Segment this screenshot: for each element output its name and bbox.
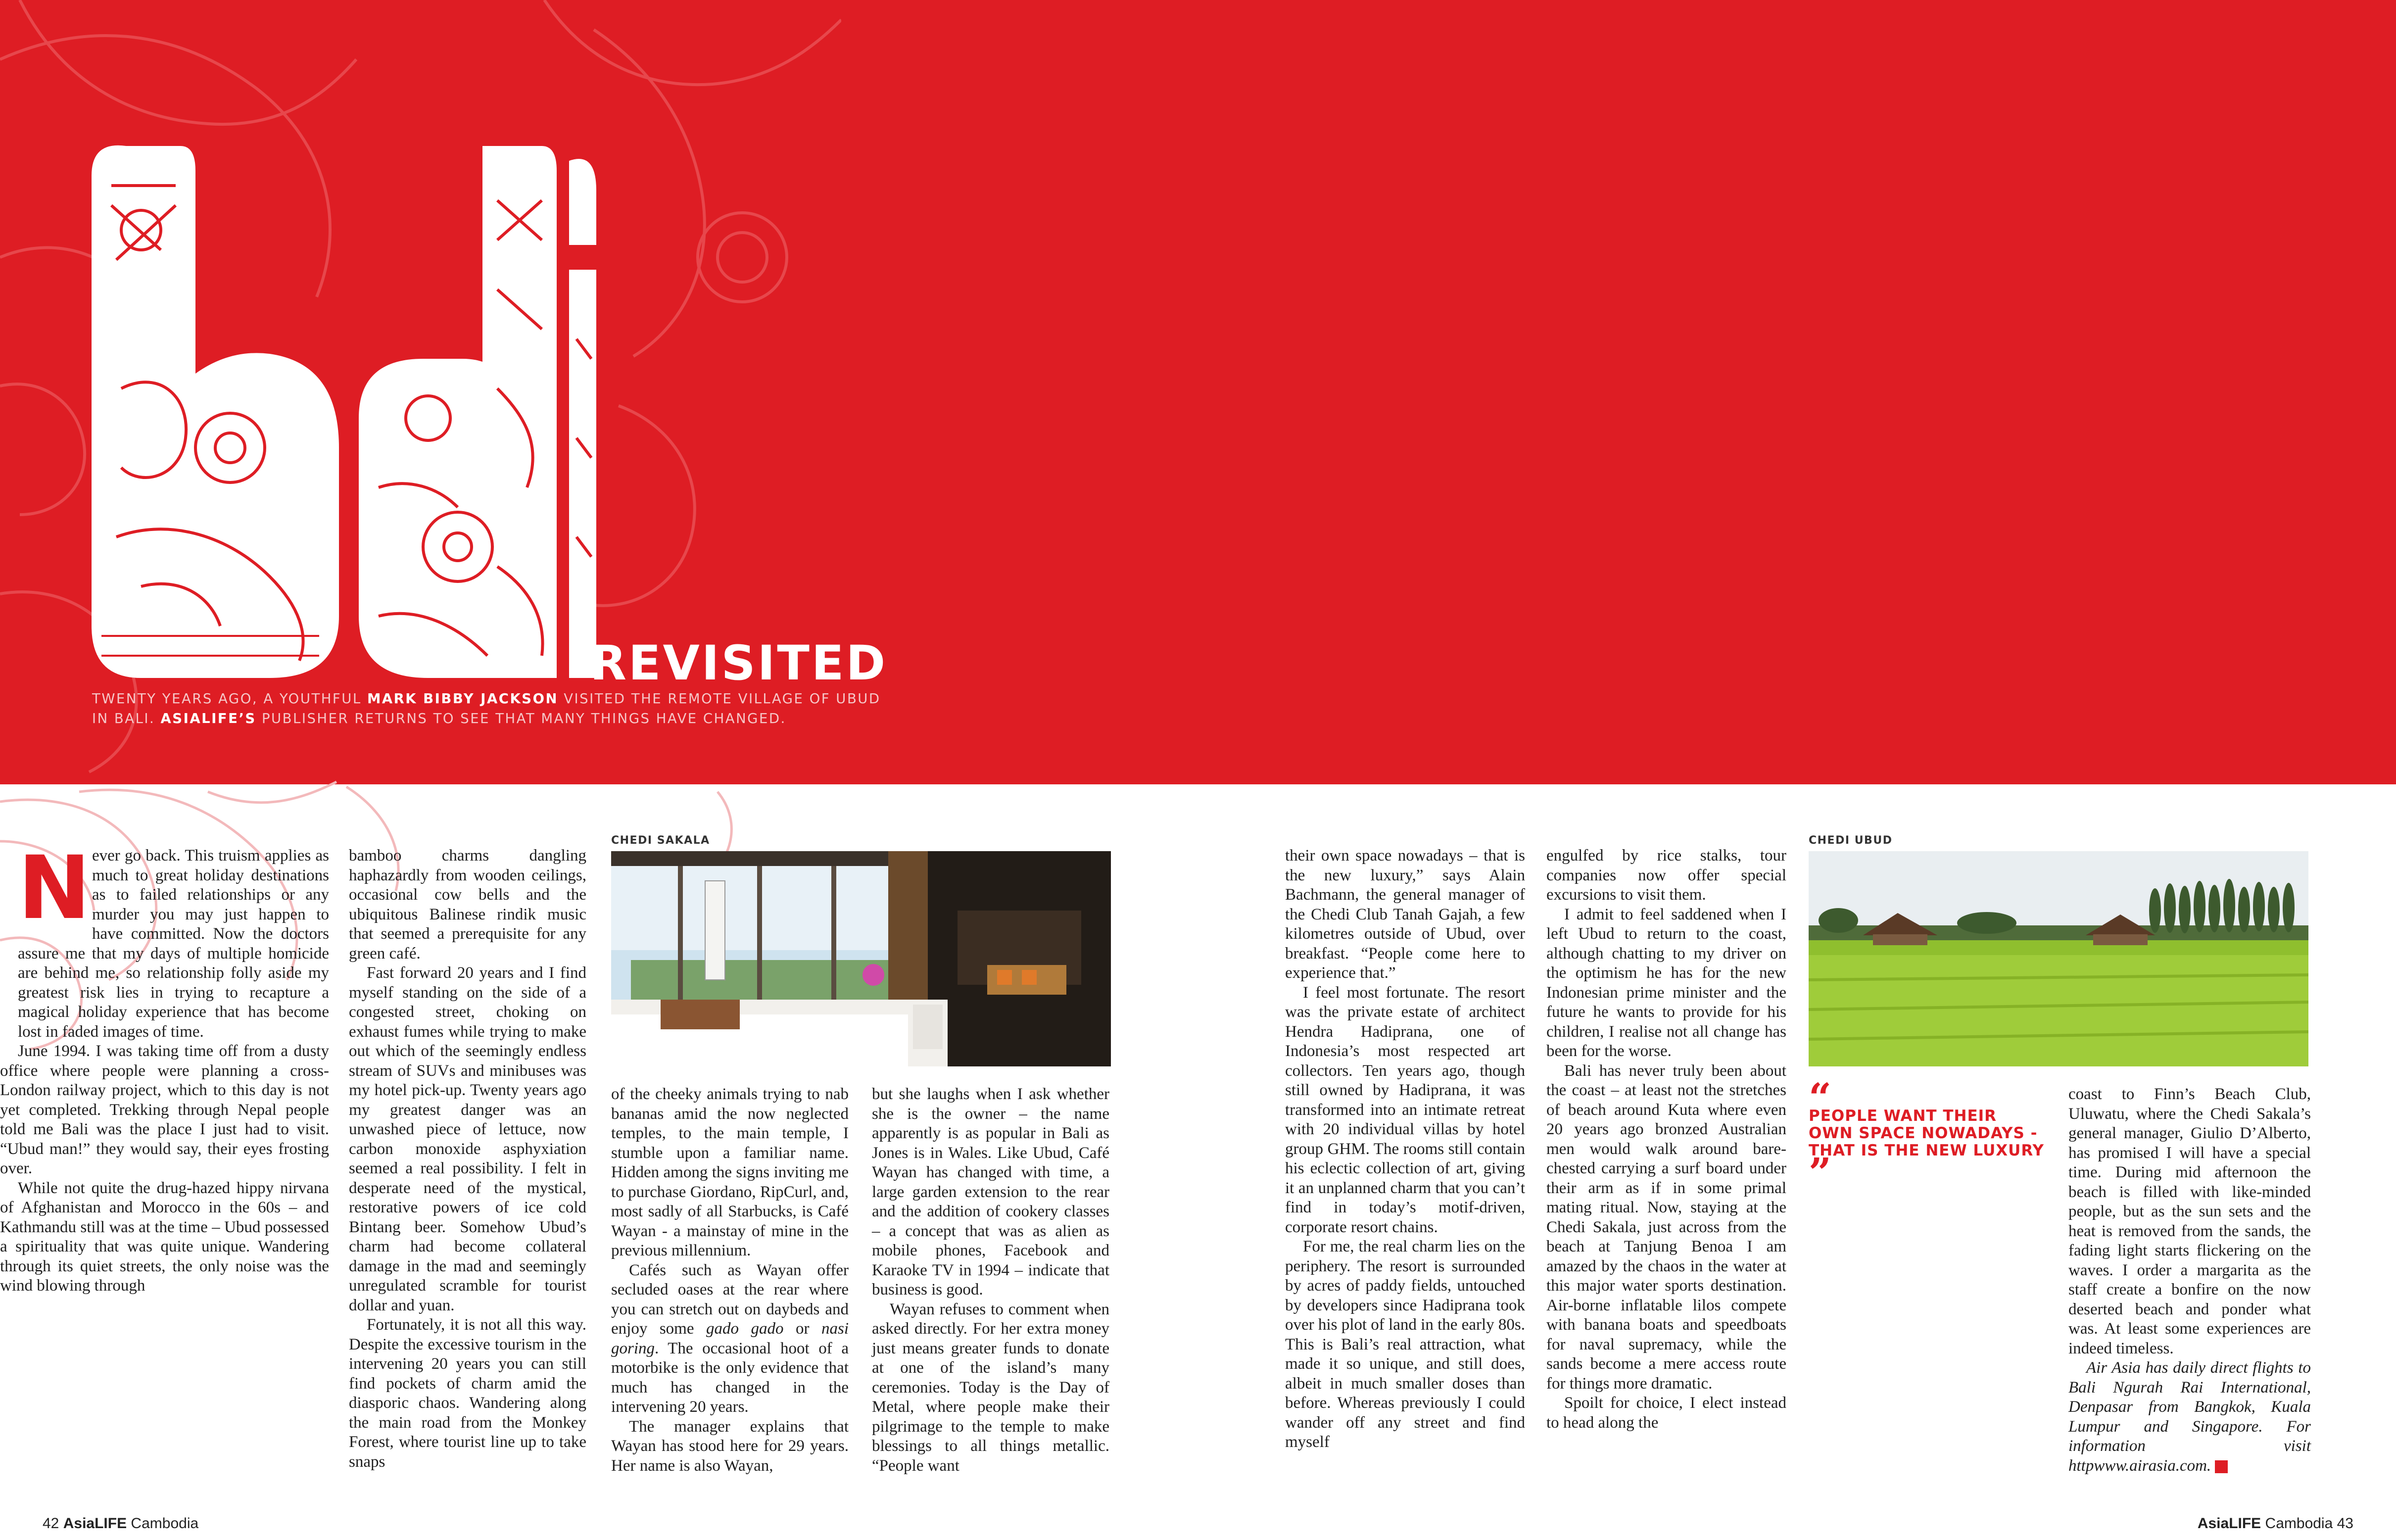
article-paragraph: coast to Finn’s Beach Club, Uluwatu, where the Chedi Sakala’s general manager, Giulio D’Alberto, has promised I will have a special time. During mid afternoon the beach is filled with like-minded people, but as the sun sets and the heat is removed from the sands, the fading light starts flickering on the waves. I order a margarita as the staff create a bonfire on the now deserted beach and ponder what was. At least some experiences are indeed timeless. xyxy=(2068,1085,2311,1357)
article-column-3 xyxy=(611,1085,849,1476)
article-paragraph: June 1994. I was taking time off from a dusty office where people were planning a cross-London railway project, which to this day is not yet completed. Trekking through Nepal people told me Bali was the place I just had to visit. “Ubud man!” they would say, their eyes frosting over. xyxy=(0,1042,329,1177)
article-paragraph: I feel most fortunate. The resort was the private estate of architect Hendra Hadiprana, one of Indonesia’s most respected art collectors. Ten years ago, though still owned by Hadiprana, it was transformed into an intimate retreat with 20 individual villas by hotel group GHM. The rooms still contain his eclectic collection of art, giving it an unplanned charm that you can’t find in today’s motif-driven, corporate resort chains. xyxy=(1285,983,1525,1236)
folio-city-right: Cambodia xyxy=(2261,1515,2337,1532)
pull-quote xyxy=(1809,1074,2046,1196)
article-column-2 xyxy=(349,846,586,1472)
end-mark-icon: A xyxy=(2215,1460,2228,1473)
travel-info: Air Asia has daily direct flights to Bali Ngurah Rai International, Denpasar from Bangkok, Kuala Lumpur and Singapore. For information visit httpwww.airasia.com. A xyxy=(2068,1359,2311,1475)
article-paragraph: Cafés such as Wayan offer secluded oases at the rear where you can stretch out on daybeds and enjoy some gado gado or nasi goring. The occasional hoot of a motorbike is the only evidence that much has changed in the intervening 20 years. xyxy=(611,1261,849,1416)
article-column-1 xyxy=(0,837,329,1296)
article-paragraph: engulfed by rice stalks, tour companies now offer special excursions to visit them. xyxy=(1546,847,1786,904)
article-column-7 xyxy=(2068,1085,2311,1476)
pull-quote-text: PEOPLE WANT THEIR OWN SPACE NOWADAYS - THAT IS THE NEW LUXURY xyxy=(1809,1107,2044,1159)
article-paragraph: Fortunately, it is not all this way. Despite the excessive tourism in the intervening 20 years you can still find pockets of charm amid the diasporic chaos. Wandering along the main road from the Monkey Forest, where tourist line up to take snaps xyxy=(349,1316,586,1471)
folio-magazine-right: AsiaLIFE xyxy=(2197,1515,2261,1532)
article-paragraph: Bali has never truly been about the coast – at least not the stretches of beach around Kuta where even 20 years ago bronzed Australian men would walk around bare-chested carrying a surf board under their arm as if in some primal mating ritual. Now, staying at the Chedi Sakala, just across from the beach at Tanjung Benoa I am amazed by the chaos in the water at this major water sports destination. Air-borne inflatable lilos compete with banana boats and speedboats for naval supremacy, while the sands become a mere access route for things more dramatic. xyxy=(1546,1061,1786,1393)
article-paragraph: I admit to feel saddened when I left Ubud to return to the coast, although chatting to my driver on the optimism he has for the new Indonesian prime minister and the future he wants to provide for his children, I realise not all change has been for the worse. xyxy=(1546,905,1786,1060)
article-column-6 xyxy=(1546,846,1786,1433)
headline-revisited: REVISITED xyxy=(590,635,888,691)
article-paragraph: their own space nowadays – that is the new luxury,” says Alain Bachmann, the general manager of the Chedi Club Tanah Gajah, a few kilometres outside of Ubud, over breakfast. “People come here to experience that.” xyxy=(1285,847,1525,982)
article-paragraph: but she laughs when I ask whether she is the owner – the name apparently is as popular in Bali as Jones is in Wales. Like Ubud, Café Wayan has changed with time, a large garden extension to the rear and the addition of cookery classes – a concept that was as alien as mobile phones, Facebook and Karaoke TV in 1994 – indicate that business is good. xyxy=(872,1085,1109,1299)
folio-right xyxy=(2198,1515,2353,1532)
chedi-sakala-photo xyxy=(611,851,1111,1066)
bali-wordmark xyxy=(82,141,596,683)
article-paragraph: For me, the real charm lies on the periphery. The resort is surrounded by acres of paddy fields, untouched by developers since Hadiprana took over his plot of land in the early 80s. This is Bali’s real attraction, what made it so unique, and still does, albeit in much smaller doses than before. Whereas previously I could wander off any street and find myself xyxy=(1285,1238,1525,1451)
article-paragraph: The manager explains that Wayan has stood here for 29 years. Her name is also Wayan, xyxy=(611,1417,849,1475)
standfirst-text-1: TWENTY YEARS AGO, A YOUTHFUL xyxy=(92,691,367,707)
article-paragraph: Wayan refuses to comment when asked directly. For her extra money just means greater funds to donate at one of the island’s many ceremonies. Today is the Day of Metal, where people make their pilgrimage to the temple to make blessings to all things metallic. “People want xyxy=(872,1300,1109,1475)
close-quote-mark: ” xyxy=(1809,1149,1832,1196)
standfirst-publisher: ASIALIFE’S xyxy=(160,711,256,726)
folio-city-left: Cambodia xyxy=(127,1515,199,1532)
article-column-5 xyxy=(1285,846,1525,1452)
standfirst-text-3: PUBLISHER RETURNS TO SEE THAT MANY THINGS HAVE CHANGED. xyxy=(256,711,786,726)
chedi-ubud-photo xyxy=(1809,851,2308,1066)
page-number-left: 42 xyxy=(43,1515,59,1532)
dropcap: N xyxy=(18,837,91,939)
article-column-4 xyxy=(872,1085,1109,1476)
photo-caption-chedi-ubud: CHEDI UBUD xyxy=(1809,834,1893,847)
folio-left xyxy=(43,1515,198,1532)
photo-caption-chedi-sakala: CHEDI SAKALA xyxy=(611,834,710,847)
article-paragraph: While not quite the drug-hazed hippy nirvana of Afghanistan and Morocco in the 60s – and Kathmandu still was at the time – Ubud possessed a spirituality that was quite unique. Wandering through its quiet streets, the only noise was the wind blowing through xyxy=(0,1179,329,1295)
article-paragraph: Never go back. This truism applies as much to great holiday destinations as to failed relationships or any murder you may just happen to have committed. Now the doctors assure me that my days of multiple homicide are behind me, so relationship folly aside my greatest risk lies in trying to recapture a magical holiday experience that has become lost in faded images of time. xyxy=(18,837,329,1041)
standfirst-author: MARK BIBBY JACKSON xyxy=(367,691,558,707)
article-paragraph: Fast forward 20 years and I find myself standing on the side of a congested street, choking on exhaust fumes while trying to make out which of the seemingly endless stream of SUVs and minibuses was my hotel pick-up. Twenty years ago my greatest danger was an unwashed piece of lettuce, now carbon monoxide asphyxiation seemed a real possibility. I felt in desperate need of the mystical, restorative powers of ice cold Bintang beer. Somehow Ubud’s charm had become collateral damage in the mad and seemingly unregulated scramble for tourist dollar and yuan. xyxy=(349,964,586,1314)
article-paragraph: Spoilt for choice, I elect instead to head along the xyxy=(1546,1394,1786,1432)
article-paragraph: bamboo charms dangling haphazardly from wooden ceilings, occasional cow bells and the ubiquitous Balinese rindik music that seemed a prerequisite for any green café. xyxy=(349,847,586,962)
standfirst-text-2: VISITED THE REMOTE VILLAGE OF UBUD IN BALI. xyxy=(92,691,881,726)
standfirst xyxy=(92,689,894,728)
page-number-right: 43 xyxy=(2337,1515,2353,1532)
folio-magazine-left: AsiaLIFE xyxy=(63,1515,127,1532)
open-quote-mark: “ xyxy=(1809,1074,1832,1121)
article-paragraph: of the cheeky animals trying to nab bananas amid the now neglected temples, to the main temple, I stumble upon a familiar name. Hidden among the signs inviting me to purchase Giordano, RipCurl, and, most sadly of all Starbucks, is Café Wayan - a mainstay of mine in the previous millennium. xyxy=(611,1085,849,1259)
